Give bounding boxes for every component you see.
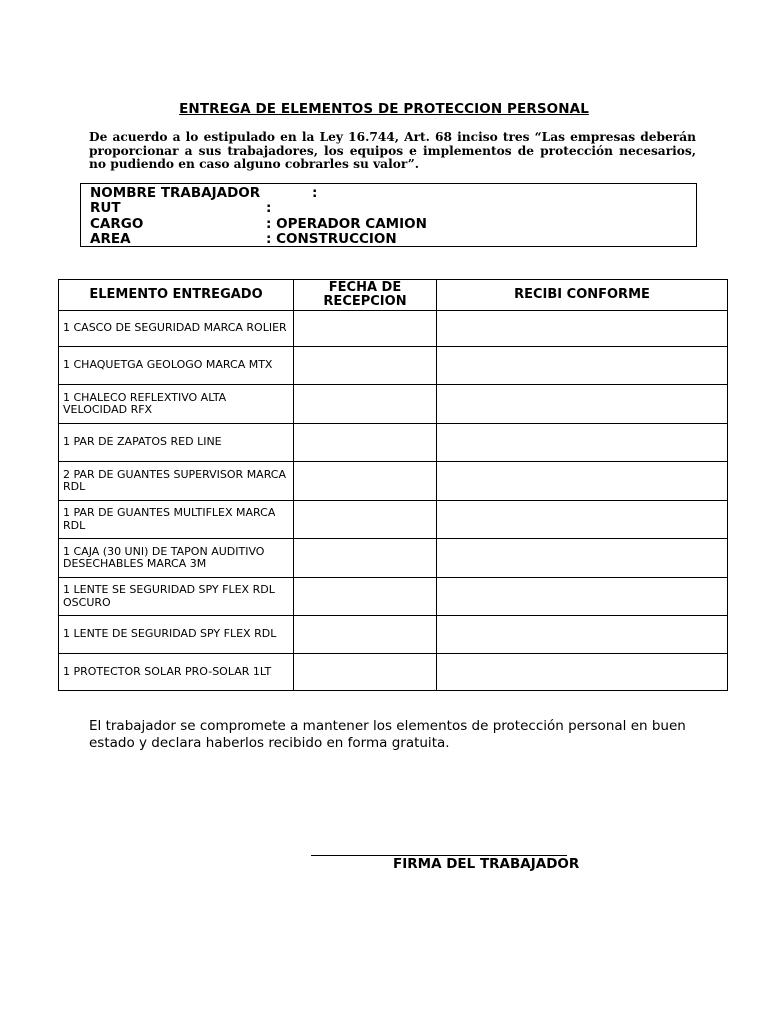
item-cell: 1 LENTE SE SEGURIDAD SPY FLEX RDL OSCURO (59, 578, 294, 616)
legal-intro-paragraph: De acuerdo a lo estipulado en la Ley 16.744, Art. 68 inciso tres “Las empresas deberán proporcionar a sus trabajadores, los equipos e implementos de protección necesarios, no pudiendo en caso alguno cobrarles su valor”. (89, 130, 696, 171)
table-header-row (59, 280, 728, 311)
table-row (59, 385, 728, 424)
table-row (59, 347, 728, 385)
signature-label: FIRMA DEL TRABAJADOR (393, 856, 580, 872)
item-cell: 1 CASCO DE SEGURIDAD MARCA ROLIER (59, 311, 294, 347)
fecha-cell[interactable] (294, 347, 437, 385)
conforme-cell[interactable] (437, 347, 728, 385)
conforme-cell[interactable] (437, 616, 728, 654)
table-row (59, 424, 728, 462)
table-row (59, 578, 728, 616)
item-cell: 1 CHALECO REFLEXTIVO ALTA VELOCIDAD RFX (59, 385, 294, 424)
conforme-cell[interactable] (437, 578, 728, 616)
fecha-cell[interactable] (294, 654, 437, 691)
fecha-cell[interactable] (294, 501, 437, 539)
item-cell: 2 PAR DE GUANTES SUPERVISOR MARCA RDL (59, 462, 294, 501)
fecha-cell[interactable] (294, 424, 437, 462)
column-header-elemento: ELEMENTO ENTREGADO (59, 280, 294, 311)
commitment-statement: El trabajador se compromete a mantener los elementos de protección personal en buen estado y declara haberlos recibido en forma gratuita. (89, 718, 686, 751)
conforme-cell[interactable] (437, 654, 728, 691)
worker-name-value: : (312, 185, 318, 201)
fecha-cell[interactable] (294, 311, 437, 347)
worker-rut-label: RUT (90, 200, 121, 216)
conforme-cell[interactable] (437, 424, 728, 462)
conforme-cell[interactable] (437, 385, 728, 424)
column-header-conforme: RECIBI CONFORME (437, 280, 728, 311)
fecha-cell[interactable] (294, 539, 437, 578)
item-cell: 1 PROTECTOR SOLAR PRO-SOLAR 1LT (59, 654, 294, 691)
conforme-cell[interactable] (437, 311, 728, 347)
worker-area-value: : CONSTRUCCION (266, 231, 397, 247)
item-cell: 1 PAR DE GUANTES MULTIFLEX MARCA RDL (59, 501, 294, 539)
conforme-cell[interactable] (437, 539, 728, 578)
worker-cargo-label: CARGO (90, 216, 144, 232)
table-row (59, 654, 728, 691)
document-title: ENTREGA DE ELEMENTOS DE PROTECCION PERSONAL (179, 101, 589, 117)
delivery-items-table (58, 279, 728, 691)
column-header-fecha: FECHA DE RECEPCION (294, 280, 437, 311)
worker-info-box (80, 183, 697, 247)
conforme-cell[interactable] (437, 462, 728, 501)
table-row (59, 462, 728, 501)
fecha-cell[interactable] (294, 385, 437, 424)
item-cell: 1 PAR DE ZAPATOS RED LINE (59, 424, 294, 462)
worker-rut-value: : (266, 200, 272, 216)
fecha-cell[interactable] (294, 462, 437, 501)
item-cell: 1 CAJA (30 UNI) DE TAPON AUDITIVO DESECHABLES MARCA 3M (59, 539, 294, 578)
table-row (59, 311, 728, 347)
conforme-cell[interactable] (437, 501, 728, 539)
table-row (59, 539, 728, 578)
worker-area-label: AREA (90, 231, 131, 247)
item-cell: 1 LENTE DE SEGURIDAD SPY FLEX RDL (59, 616, 294, 654)
table-row (59, 501, 728, 539)
item-cell: 1 CHAQUETGA GEOLOGO MARCA MTX (59, 347, 294, 385)
worker-cargo-value: : OPERADOR CAMION (266, 216, 427, 232)
fecha-cell[interactable] (294, 578, 437, 616)
worker-name-label: NOMBRE TRABAJADOR (90, 185, 261, 201)
table-row (59, 616, 728, 654)
fecha-cell[interactable] (294, 616, 437, 654)
